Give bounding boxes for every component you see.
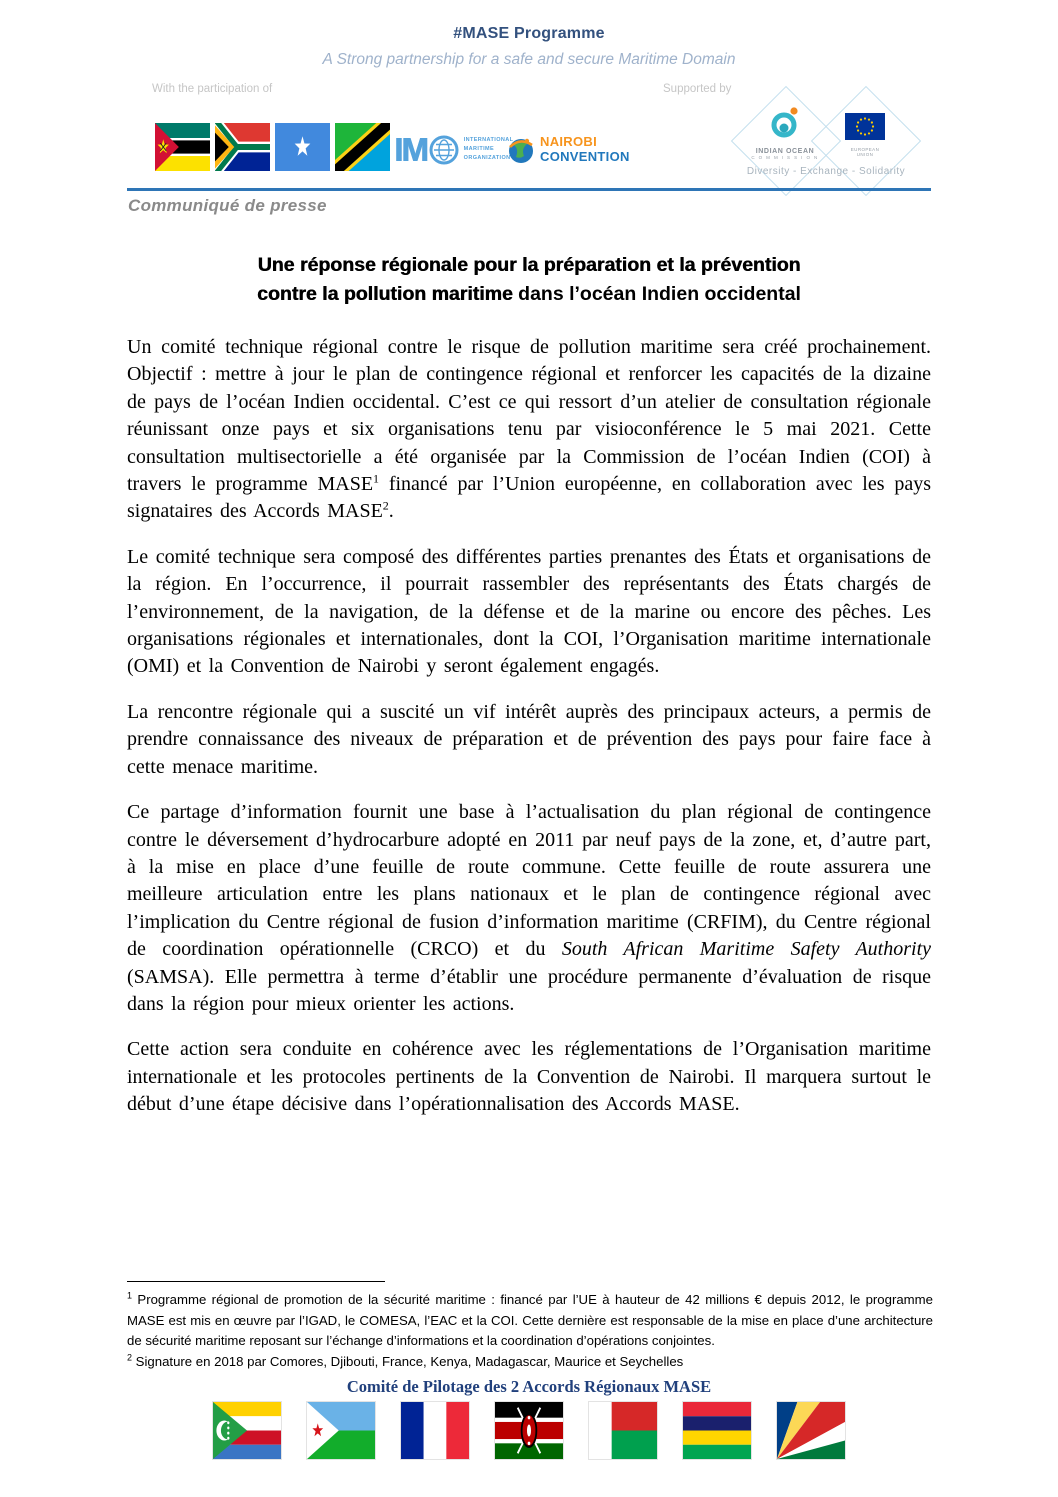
committee-title: Comité de Pilotage des 2 Accords Régionaux MASE: [346, 1377, 712, 1396]
france-flag-icon: [401, 1402, 469, 1459]
press-release-label: Communiqué de presse: [128, 196, 327, 215]
madagascar-flag-icon: [589, 1402, 657, 1459]
somalia-flag-icon: [275, 123, 330, 171]
footnotes-section: [127, 1281, 933, 1372]
eu-flag-icon: [845, 113, 885, 140]
paragraph-2: Le comité technique sera composé des différentes parties prenantes des États et organisations de la région. En l’occurrence, il pourrait rassembler des représentants des États chargés de l’environnement, de la navigation, de la défense et de la marine ou encore des pêches. Les organisations régionales et internationales, dont la COI, l’Organisation maritime internationale (OMI) et la Convention de Nairobi y seront également engagés.: [127, 545, 931, 678]
nairobi-convention-text: [540, 135, 630, 165]
djibouti-flag-icon: [307, 1402, 375, 1459]
footnote-ref-2: 2: [382, 498, 389, 513]
footnote-1-text: Programme régional de promotion de la sécurité maritime : financé par l’UE à hauteur de 42 millions € depuis 2012, le programme MASE est mis en œuvre par l’IGAD, le COMESA, l’EAC et la COI. Cette dernière est responsable de la mise en place d’une architecture de sécurité maritime reposant sur l’échange d’informations et la coordination d’opérations conjointes.: [127, 1292, 933, 1348]
paragraph-3: La rencontre régionale qui a suscité un vif intérêt auprès des principaux acteurs, a permis de prendre connaissance des niveaux de préparation et de prévention des pays pour faire face à cette menace maritime.: [127, 700, 931, 778]
participant-flags-row: [155, 123, 390, 171]
participation-label: With the participation of: [152, 83, 273, 95]
imo-emblem-icon: [429, 135, 459, 165]
paragraph-4-text: Ce partage d’information fournit une base à l’actualisation du plan régional de contingence contre le déversement d’hydrocarbure adopté en 2011 par neuf pays de la zone, et, d’autre part, à la mise en place d’une feuille de route commune. Cette feuille de route assurera une meilleure articulation entre les plans nationaux et le plan de contingence régional avec l’implication du Centre régional de fusion d’information maritime (CRFIM), du Centre régional de coordination opérationnelle (CRCO) et du: [127, 801, 931, 961]
motto-text: Diversity - Exchange - Solidarity: [746, 166, 906, 177]
seychelles-flag-icon: [777, 1402, 845, 1459]
title-line2-rest: dans l’océan Indien occidental: [512, 283, 801, 305]
kenya-flag-icon: [495, 1402, 563, 1459]
mozambique-flag-icon: [155, 123, 210, 171]
ioc-name-line1: INDIAN OCEAN: [755, 148, 815, 155]
paragraph-1: [127, 334, 931, 526]
program-title: #MASE Programme: [453, 25, 605, 42]
mauritius-flag-icon: [683, 1402, 751, 1459]
ioc-emblem-icon: [766, 103, 804, 143]
body-text: [127, 334, 931, 1137]
imo-caption-line3: ORGANIZATION: [463, 154, 511, 161]
nairobi-line2: CONVENTION: [540, 149, 630, 164]
nairobi-convention-logo: [506, 135, 630, 165]
footnote-separator-rule: [127, 1281, 385, 1282]
south-africa-flag-icon: [215, 123, 270, 171]
footnote-1-marker: 1: [127, 1290, 133, 1301]
footnote-ref-1: 1: [373, 471, 380, 486]
footnote-2-text: Signature en 2018 par Comores, Djibouti, France, Kenya, Madagascar, Maurice et Seychelles: [132, 1353, 684, 1369]
european-union-logo: [843, 113, 887, 157]
paragraph-5: Cette action sera conduite en cohérence avec les réglementations de l’Organisation maritime internationale et les protocoles pertinents de la Convention de Nairobi. Il marquera surtout le début d’une étape décisive dans l’opérationnalisation des Accords MASE.: [127, 1038, 931, 1116]
title-line2-heavy: contre la pollution maritime: [257, 283, 513, 305]
header-divider-rule: [127, 188, 931, 191]
paragraph-1-text-c: .: [388, 500, 394, 523]
paragraph-4-italic: South African Maritime Safety Authority: [561, 938, 931, 961]
title-line1: Une réponse régionale pour la préparation et la prévention: [257, 254, 801, 276]
nairobi-line1: NAIROBI: [540, 134, 597, 150]
imo-caption-line2: MARITIME: [463, 146, 495, 153]
nairobi-globe-icon: [506, 135, 536, 165]
paragraph-1-text: Un comité technique régional contre le risque de pollution maritime sera créé prochainement. Objectif : mettre à jour le plan de contingence régional et renforcer les capacités de la dizaine de pays de l’océan Indien occidental. C’est ce qui ressort d’un atelier de consultation régionale réunissant onze pays et six organisations tenu par visioconférence le 5 mai 2021. Cette consultation multisectorielle a été organisée par la Commission de l’océan Indien (COI) à travers le programme MASE: [127, 336, 931, 496]
ioc-name-line2: C O M M I S S I O N: [751, 155, 819, 160]
program-subtitle: A Strong partnership for a safe and secure Maritime Domain: [322, 51, 736, 68]
imo-acronym: IM: [394, 131, 427, 168]
supported-label: Supported by: [663, 83, 732, 95]
footnote-2: [127, 1352, 933, 1373]
paragraph-4-text-b: (SAMSA). Elle permettra à terme d’établir une procédure permanente d’évaluation de risque dans la région pour mieux orienter les actions.: [127, 965, 931, 1015]
eu-caption: EUROPEAN UNION: [850, 147, 880, 157]
tanzania-flag-icon: [335, 123, 390, 171]
footnote-1: [127, 1290, 933, 1352]
document-title: [127, 251, 931, 309]
imo-caption-line1: INTERNATIONAL: [463, 137, 514, 144]
imo-logo: [394, 133, 513, 166]
indian-ocean-commission-logo: [745, 103, 825, 160]
comoros-flag-icon: [213, 1402, 281, 1459]
committee-flags-row: [0, 1402, 1058, 1459]
paragraph-4: [127, 799, 931, 1018]
paragraph-1-text-b: financé par l’Union européenne, en collaboration avec les pays signataires des Accords MASE: [127, 473, 931, 523]
footnote-2-marker: 2: [127, 1352, 133, 1363]
